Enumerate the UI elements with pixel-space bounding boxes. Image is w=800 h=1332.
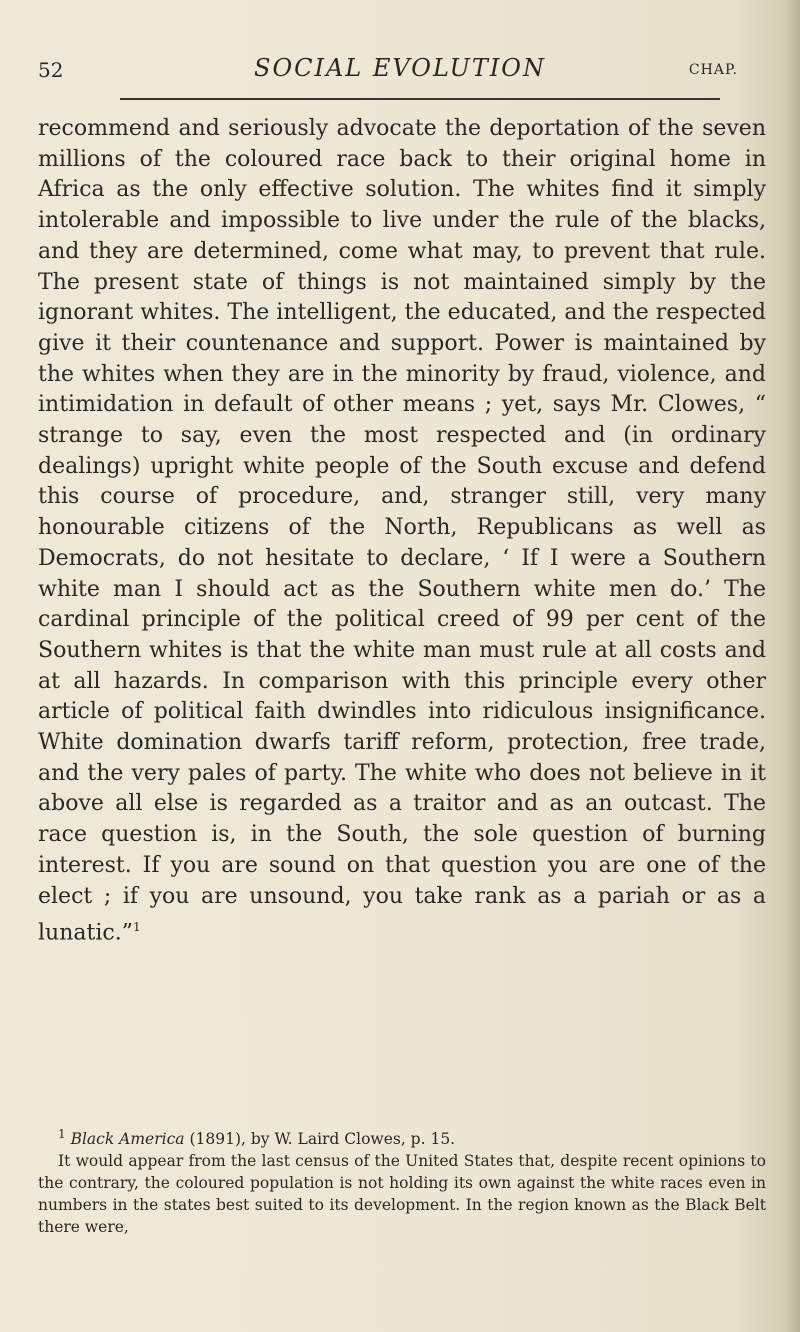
body-paragraph: [38, 114, 766, 949]
header-rule: [120, 98, 720, 100]
body-text: recommend and seriously advocate the deportation of the seven millions of the coloured race back to their original home in Africa as the only effective solution. The whites find it simply intolerable and impossible to live under the rule of the blacks, and they are determined, come what may, to prevent that rule. The present state of things is not maintained simply by the ignorant whites. The intelligent, the educated, and the respected give it their countenance and support. Power is maintained by the whites when they are in the minority by fraud, violence, and intimidation in default of other means ; yet, says Mr. Clowes, “ strange to say, even the most respected and (in ordinary dealings) upright white people of the South excuse and defend this course of procedure, and, stranger still, very many honourable citizens of the North, Republicans as well as Democrats, do not hesitate to declare, ‘ If I were a Southern white man I should act as the Southern white men do.’ The cardinal principle of the political creed of 99 per cent of the Southern whites is that the white man must rule at all costs and at all hazards. In comparison with this principle every other article of political faith dwindles into ridiculous insignificance. White domination dwarfs tariff reform, protection, free trade, and the very pales of party. The white who does not believe in it above all else is regarded as a traitor and as an outcast. The race question is, in the South, the sole question of burning interest. If you are sound on that question you are one of the elect ; if you are unsound, you take rank as a pariah or as a lunatic.”: [38, 116, 766, 946]
footnote-1: [38, 1123, 766, 1150]
chapter-label: CHAP.: [688, 62, 738, 78]
page-header: [0, 48, 800, 88]
footnote-marker: 1: [58, 1127, 66, 1141]
page-number: 52: [38, 58, 64, 82]
footnote-source-details: (1891), by W. Laird Clowes, p. 15.: [184, 1130, 456, 1149]
page-edge-shadow: [784, 0, 800, 1332]
footnote-continuation: It would appear from the last census of the United States that, despite recent opinions to the contrary, the coloured population is not holding its own against the white races even in numbers in the states best suited to its development. In the region known as the Black Belt there were,: [38, 1152, 766, 1237]
footnote-source-title: Black America: [70, 1130, 185, 1149]
footnotes: [38, 1123, 766, 1238]
footnote-reference: 1: [132, 920, 141, 935]
running-title: SOCIAL EVOLUTION: [254, 54, 546, 82]
